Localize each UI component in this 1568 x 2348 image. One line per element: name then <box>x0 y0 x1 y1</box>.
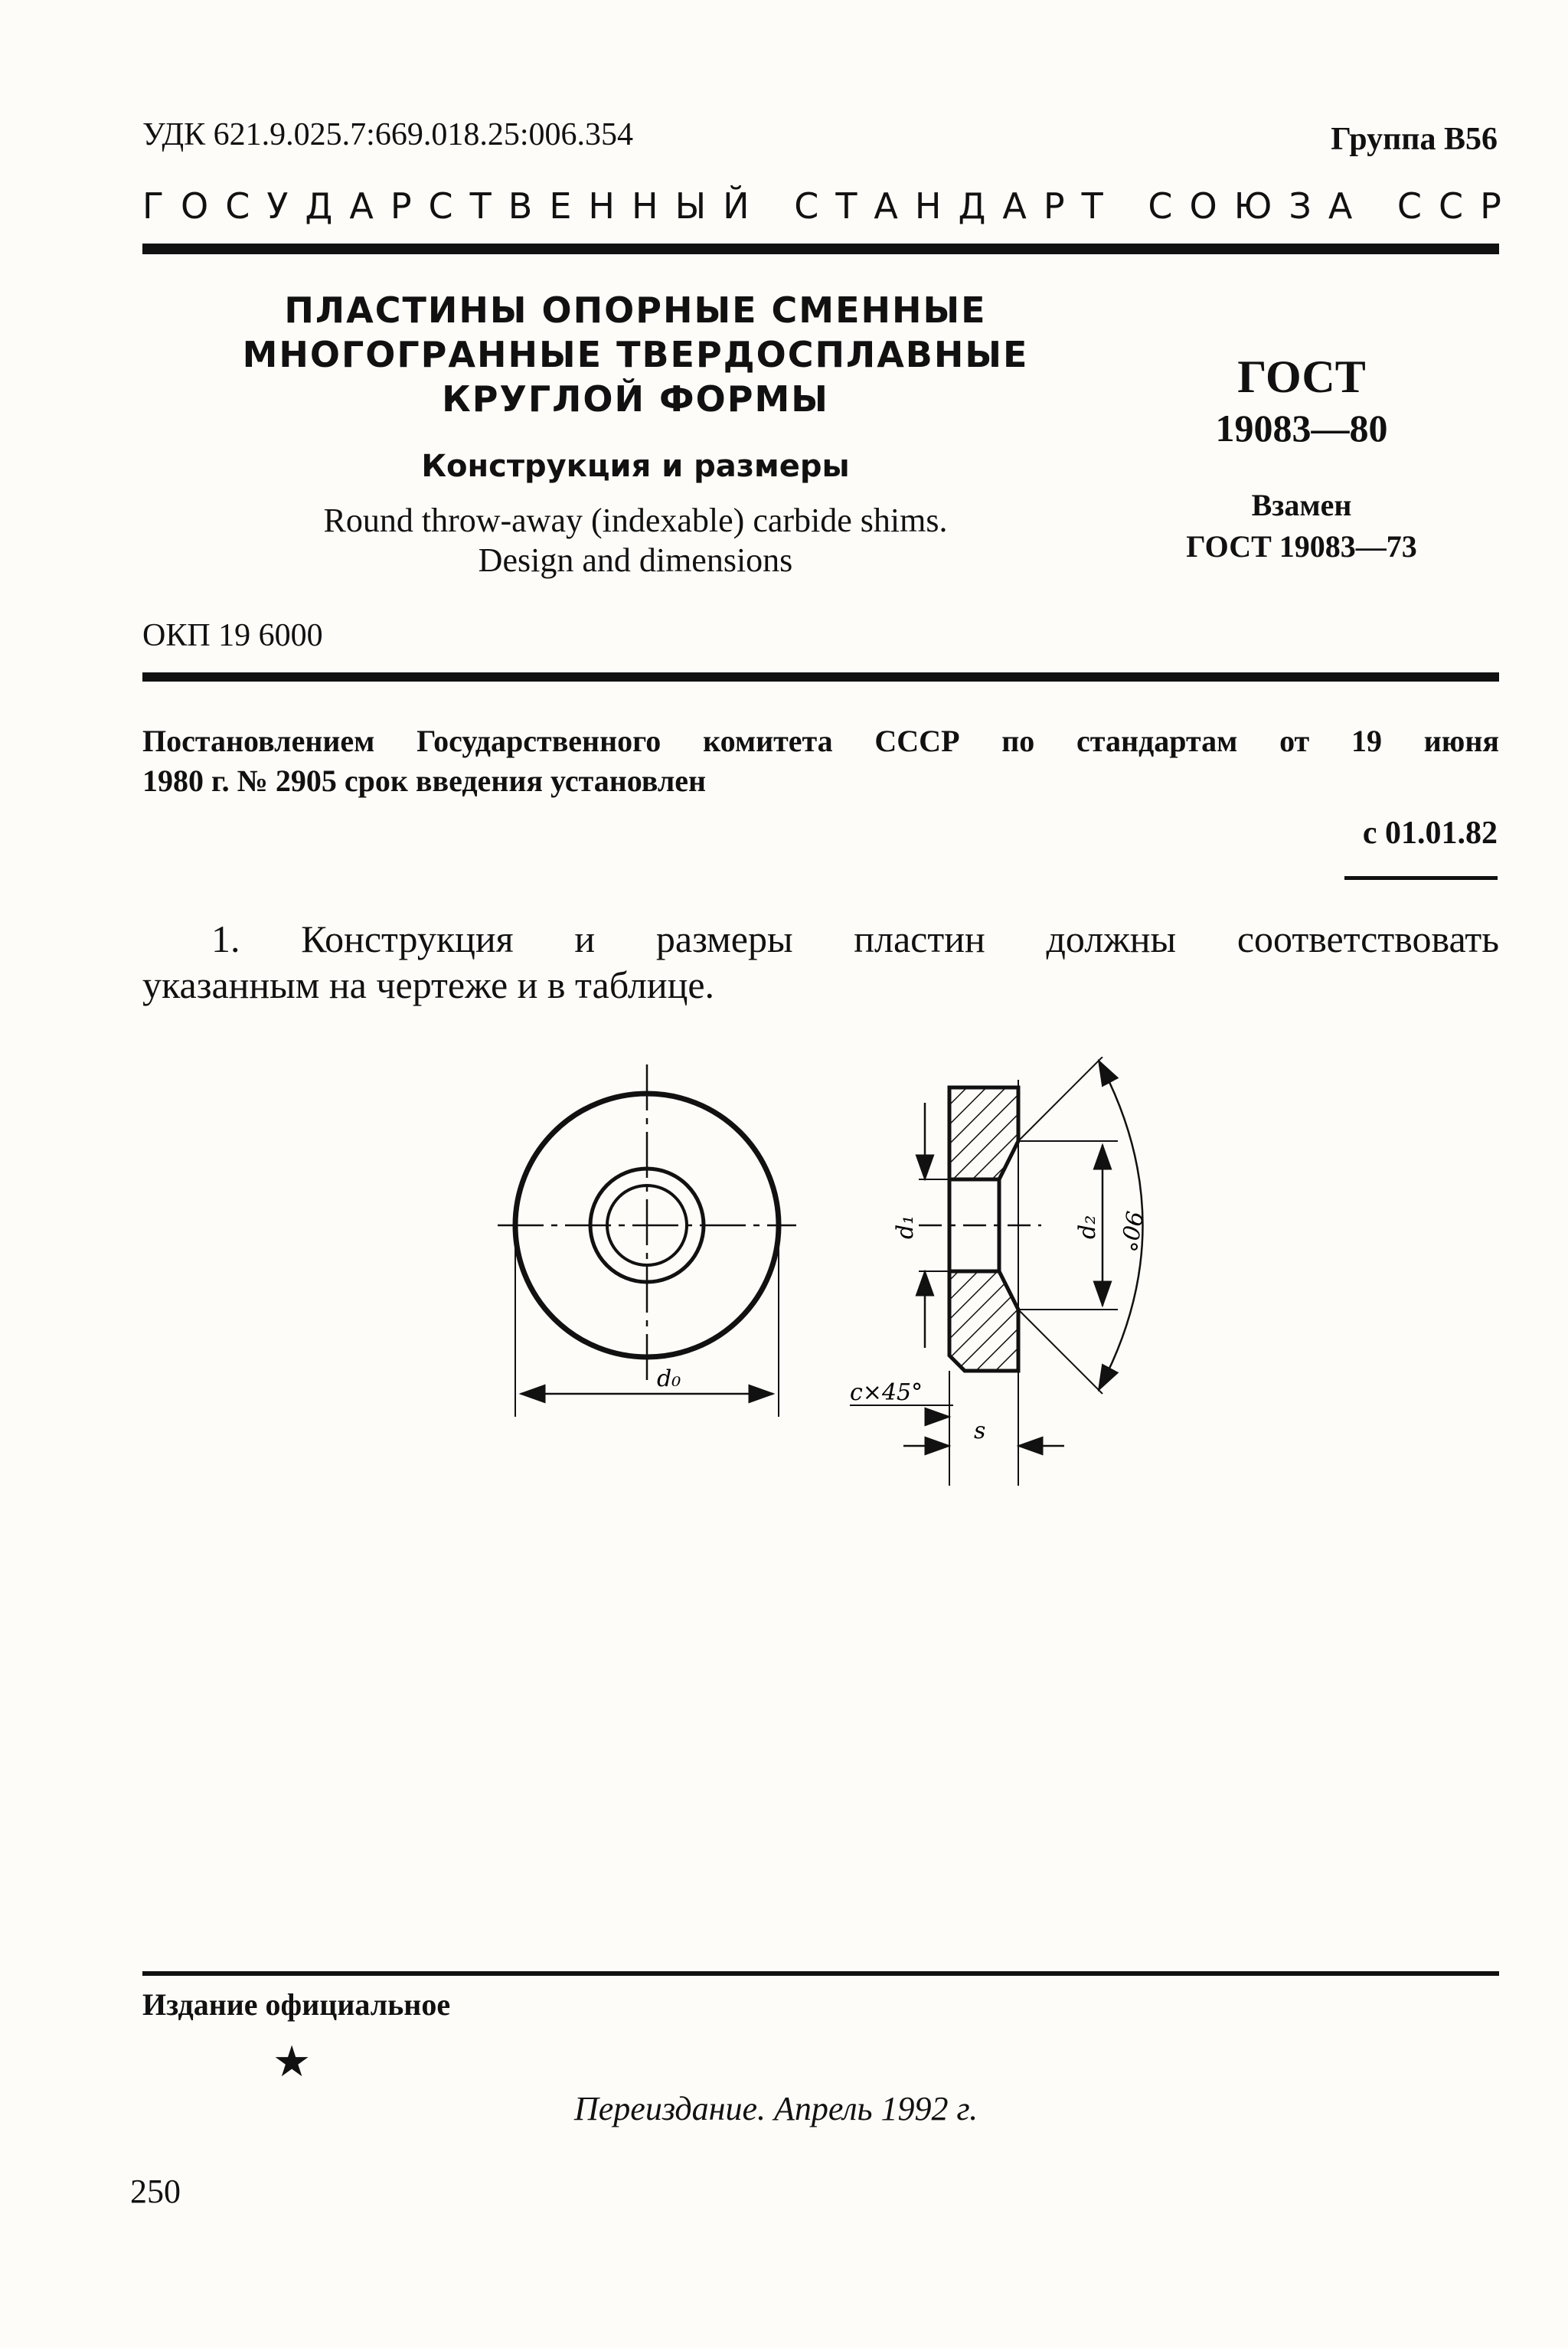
technical-drawing <box>490 1057 1164 1486</box>
gost-label: ГОСТ <box>1237 352 1366 402</box>
front-view <box>498 1064 796 1417</box>
english-title-line-2: Design and dimensions <box>478 541 793 579</box>
page-number: 250 <box>130 2173 181 2210</box>
paragraph-1 <box>142 916 1499 1008</box>
decree-line-2: 1980 г. № 2905 срок введения установлен <box>142 764 707 798</box>
label-chamfer: c×45° <box>850 1379 923 1406</box>
english-title <box>230 501 1041 580</box>
udk-code: УДК 621.9.025.7:669.018.25:006.354 <box>142 117 633 152</box>
label-angle: 90° <box>1113 1208 1148 1254</box>
label-d0: d₀ <box>657 1365 681 1392</box>
document-subtitle: Конструкция и размеры <box>421 449 850 484</box>
effective-date-underline <box>1344 876 1498 880</box>
english-title-line-1: Round throw-away (indexable) carbide shims. <box>323 502 948 539</box>
okp-code: ОКП 19 6000 <box>142 618 323 653</box>
label-d2: d₂ <box>1074 1215 1101 1239</box>
replaces-gost: ГОСТ 19083—73 <box>1186 529 1417 564</box>
official-edition: Издание официальное <box>142 1987 451 2022</box>
title-line-1: ПЛАСТИНЫ ОПОРНЫЕ СМЕННЫЕ <box>284 289 987 331</box>
paragraph-1-line-1: 1. Конструкция и размеры пластин должны соответствовать <box>211 917 1499 960</box>
document-title <box>230 288 1041 421</box>
label-s: s <box>974 1418 986 1444</box>
reprint-note: Переиздание. Апрель 1992 г. <box>574 2090 978 2127</box>
title-line-3: КРУГЛОЙ ФОРМЫ <box>442 378 829 420</box>
paragraph-1-line-2: указанным на чертеже и в таблице. <box>142 963 715 1006</box>
state-standard-header: ГОСУДАРСТВЕННЫЙ СТАНДАРТ СОЮЗА ССР <box>142 185 1518 227</box>
star-icon: ★ <box>273 2039 312 2086</box>
effective-date: с 01.01.82 <box>1362 816 1498 851</box>
title-line-2: МНОГОГРАННЫЕ ТВЕРДОСПЛАВНЫЕ <box>242 334 1029 375</box>
footer-rule <box>142 1971 1499 1976</box>
header-rule <box>142 244 1499 254</box>
gost-number: 19083—80 <box>1215 407 1388 450</box>
replaces-label: Взамен <box>1251 488 1352 522</box>
label-d1: d₁ <box>892 1215 919 1239</box>
section-view <box>850 1057 1148 1486</box>
title-bottom-rule <box>142 672 1499 682</box>
decree-line-1: Постановлением Государственного комитета СССР по стандартам от 19 июня <box>142 724 1499 758</box>
group-code: Группа В56 <box>1331 122 1498 157</box>
